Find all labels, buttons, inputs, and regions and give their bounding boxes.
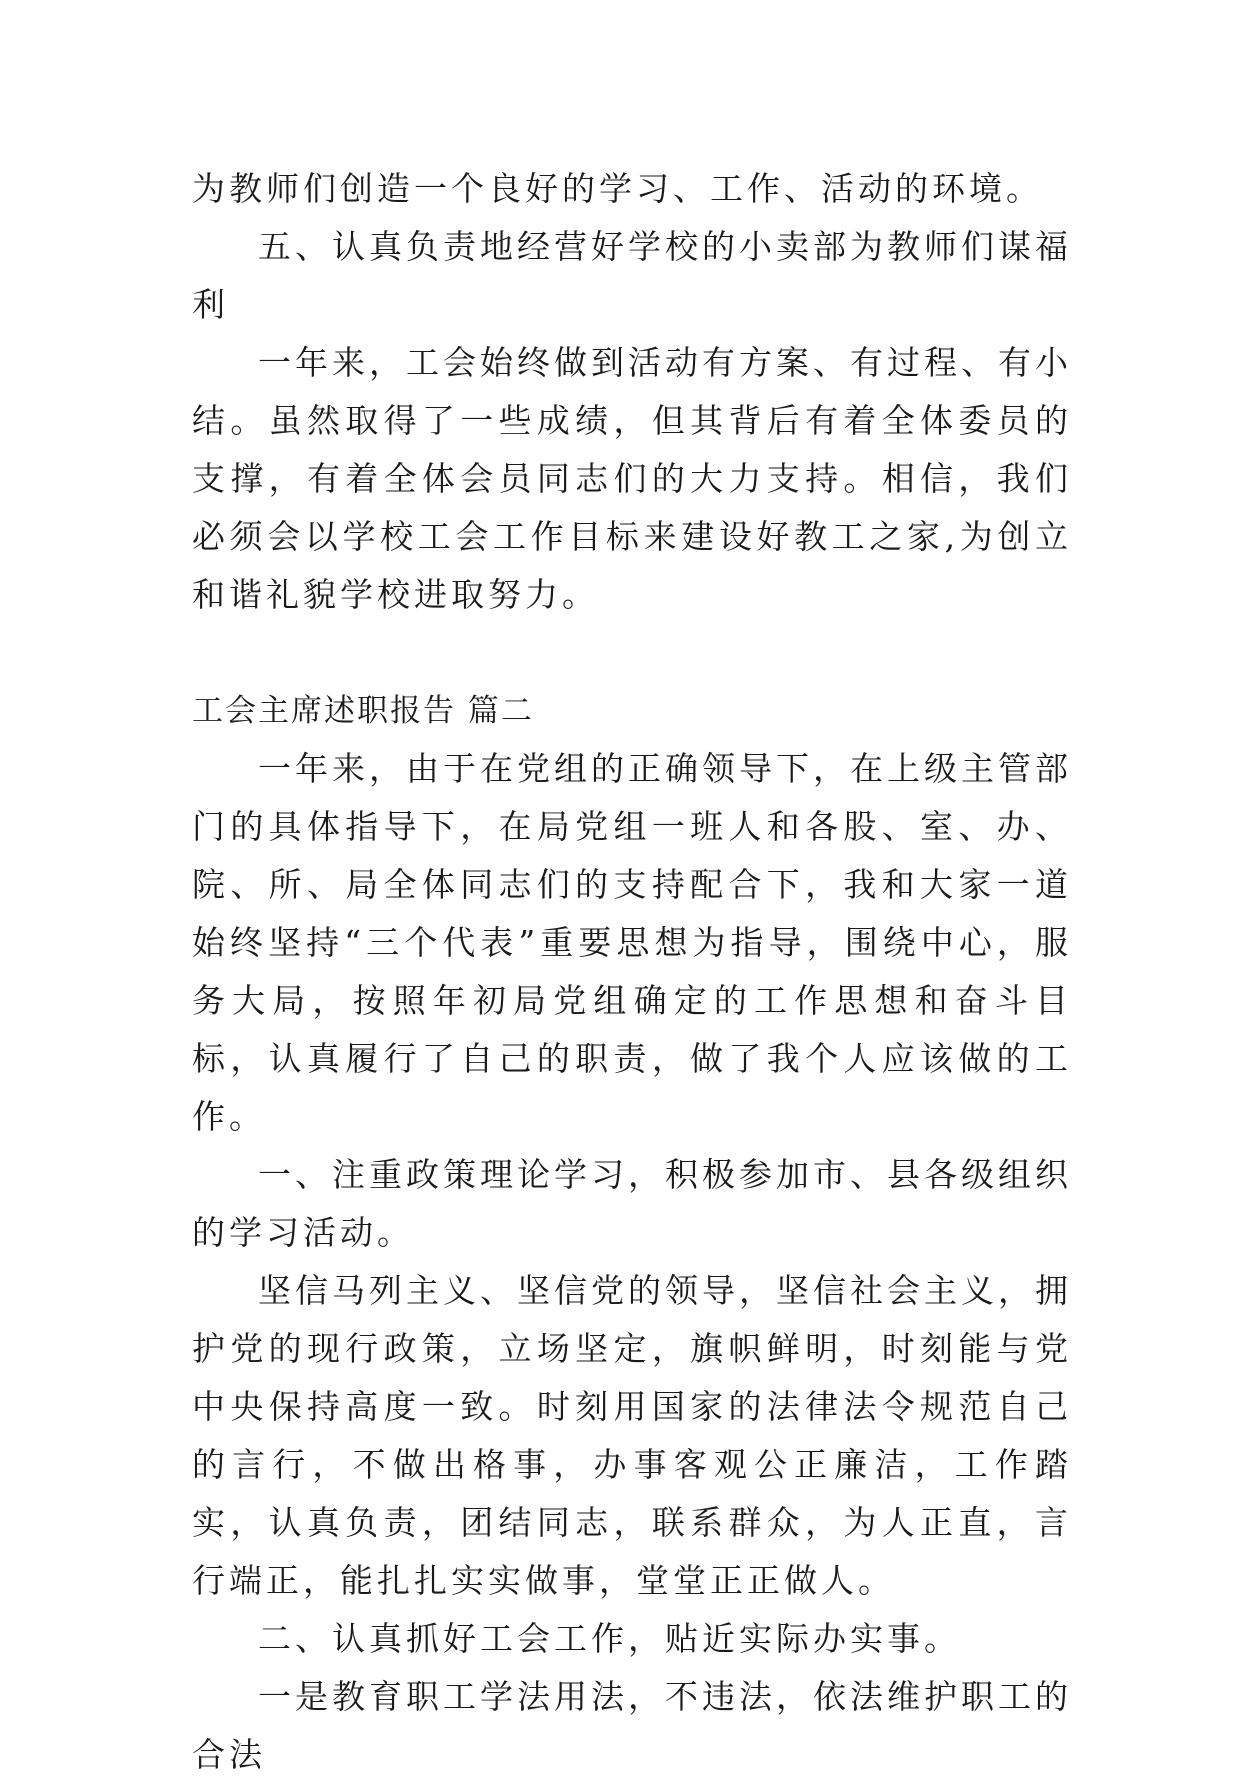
intro-paragraph: 一年来，由于在党组的正确领导下，在上级主管部门的具体指导下，在局党组一班人和各股、室、办、院、所、局全体同志们的支持配合下，我和大家一道始终坚持“三个代表”重要思想为指导，围绕中心，服务大局，按照年初局党组确定的工作思想和奋斗目标，认真履行了自己的职责，做了我个人应该做的工作。 [192,749,1072,1136]
item-five-heading: 五、认真负责地经营好学校的小卖部为教师们谋福利 [192,227,1072,324]
point-two-heading: 二、认真抓好工会工作，贴近实际办实事。 [258,1619,961,1658]
belief-paragraph: 坚信马列主义、坚信党的领导，坚信社会主义，拥护党的现行政策，立场坚定，旗帜鲜明，时刻能与党中央保持高度一致。时刻用国家的法律法令规范自己的言行，不做出格事，办事客观公正廉洁，工作踏实，认真负责，团结同志，联系群众，为人正直，言行端正，能扎扎实实做事，堂堂正正做人。 [192,1271,1072,1600]
point-two-first-paragraph: 一是教育职工学法用法，不违法，依法维护职工的合法 [192,1677,1072,1774]
document-body [192,160,1072,1784]
summary-paragraph: 一年来，工会始终做到活动有方案、有过程、有小结。虽然取得了一些成绩，但其背后有着全体委员的支撑，有着全体会员同志们的大力支持。相信，我们必须会以学校工会工作目标来建设好教工之家,为创立和谐礼貌学校进取努力。 [192,343,1072,614]
section-title: 工会主席述职报告 篇二 [192,693,534,729]
continuation-paragraph: 为教师们创造一个良好的学习、工作、活动的环境。 [192,169,1043,208]
section-spacer [192,624,1072,682]
point-one-heading: 一、注重政策理论学习，积极参加市、县各级组织的学习活动。 [192,1155,1072,1252]
